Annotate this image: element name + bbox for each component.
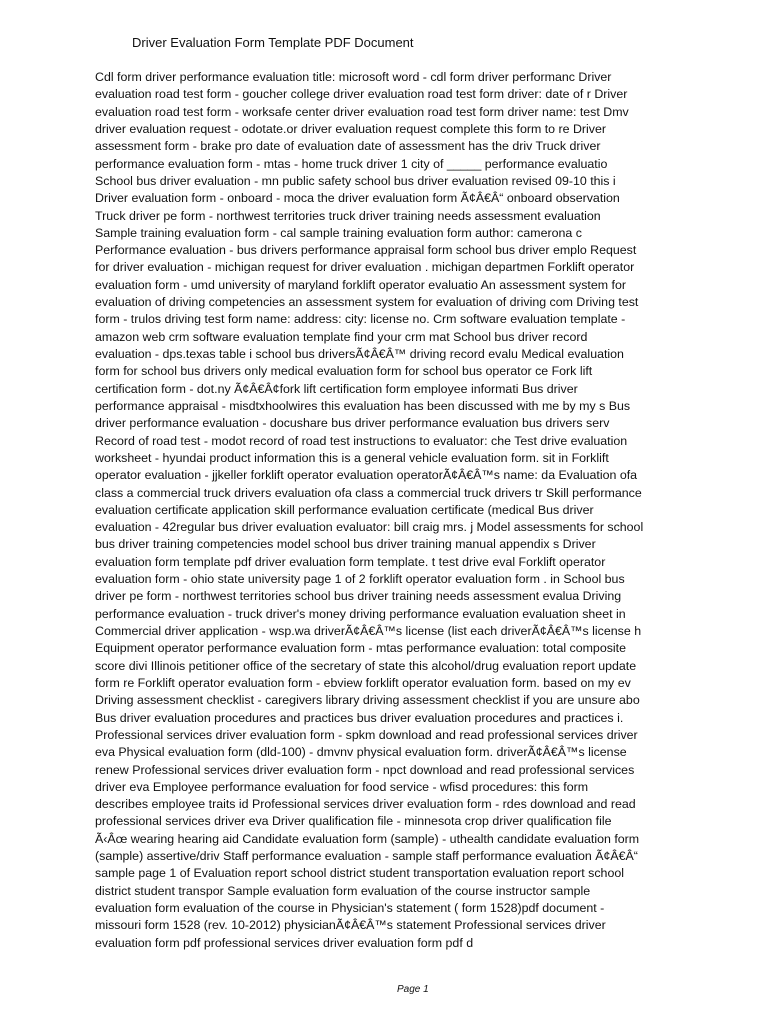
body-text-line: driver pe form - northwest territories school bus driver training needs assessment evalua Driving [95,589,622,604]
body-text-line: certification form - dot.ny Ã¢Â€Â¢fork lift certification form employee informati Bus driver [95,381,578,396]
body-text-line: evaluation - dps.texas table i school bus driversÃ¢Â€Â™ driving record evalu Medical evaluation [95,347,624,361]
body-text-line: Equipment operator performance evaluation form - mtas performance evaluation: total composite [95,641,627,656]
body-text-line: evaluation certificate application skill performance evaluation certificate (medical Bus driver [95,502,594,517]
body-text-line: evaluation of driving competencies an assessment system for evaluation of driving com Driving test [95,295,639,310]
body-text-line: class a commercial truck drivers evaluation ofa class a commercial truck drivers tr Skill performance [95,485,642,500]
body-text-line: Professional services driver evaluation form - spkm download and read professional services driver [95,727,638,742]
body-text-line: eva Physical evaluation form (dld-100) - dmvnv physical evaluation form. driverÃ¢Â€Â™s license [95,745,627,760]
body-text-line: evaluation form pdf professional services driver evaluation form pdf d [95,935,474,950]
body-text-line: missouri form 1528 (rev. 10-2012) physicianÃ¢Â€Â™s statement Professional services driver [95,918,606,933]
body-text-line: evaluation - 42regular bus driver evaluation evaluator: bill craig mrs. j Model assessments for school [95,520,644,535]
body-text-line: Cdl form driver performance evaluation title: microsoft word - cdl form driver performanc Driver [95,70,612,84]
document-title: Driver Evaluation Form Template PDF Document [132,35,414,50]
body-text-line: worksheet - hyundai product information this is a general vehicle evaluation form. sit in Forklift [95,450,609,465]
body-text-line: describes employee traits id Professional services driver evaluation form - rdes download and read [95,797,636,812]
body-text-line: evaluation road test form - goucher college driver evaluation road test form driver: date of r Driver [95,87,628,102]
body-text-line: (sample) assertive/driv Staff performance evaluation - sample staff performance evaluation Ã¢Â€Â“ [95,849,638,864]
body-text-line: Driving assessment checklist - caregivers library driving assessment checklist if you are unsure abo [95,693,640,708]
body-text-line: Driver evaluation form - onboard - moca the driver evaluation form Ã¢Â€Â“ onboard observation [95,191,620,206]
body-text-line: form for school bus drivers only medical evaluation form for school bus operator ce Fork lift [95,364,593,379]
document-body [95,69,715,952]
body-text-line: for driver evaluation - michigan request for driver evaluation . michigan departmen Forklift operator [95,260,635,275]
body-text-line: performance appraisal - misdtxhoolwires this evaluation has been discussed with me by my s Bus [95,398,631,413]
body-text-line: district student transpor Sample evaluation form evaluation of the course instructor sample [95,883,591,898]
body-text-line: driver evaluation request - odotate.or driver evaluation request complete this form to re Driver [95,121,607,136]
body-text-line: Sample training evaluation form - cal sample training evaluation form author: camerona c [95,225,582,240]
body-text-line: form - trulos driving test form name: address: city: license no. Crm software evaluation template - [95,312,626,327]
body-text-line: professional services driver eva Driver qualification file - minnesota crop driver qualification file [95,814,612,829]
body-text-line: form re Forklift operator evaluation form - ebview forklift operator evaluation form. based on my ev [95,675,631,690]
body-text-line: Record of road test - modot record of road test instructions to evaluator: che Test drive evaluation [95,433,628,448]
body-text-line: performance evaluation form - mtas - home truck driver 1 city of _____ performance evaluatio [95,156,608,171]
body-text-line: evaluation form - umd university of maryland forklift operator evaluatio An assessment system for [95,277,626,292]
body-text-line: renew Professional services driver evaluation form - npct download and read professional services [95,762,635,777]
body-text-line: Performance evaluation - bus drivers performance appraisal form school bus driver emplo Request [95,243,637,258]
body-text-line: evaluation road test form - worksafe center driver evaluation road test form driver name: test Dmv [95,104,629,119]
body-text-line: Ã‹Âœ wearing hearing aid Candidate evaluation form (sample) - uthealth candidate evaluation form [95,831,640,846]
body-text-line: School bus driver evaluation - mn public safety school bus driver evaluation revised 09-10 this i [95,173,616,188]
body-text-line: evaluation form evaluation of the course in Physician's statement ( form 1528)pdf document - [95,901,605,915]
body-text-line: Truck driver pe form - northwest territories truck driver training needs assessment evaluation [95,208,601,223]
page-number: Page 1 [397,984,429,995]
body-text-line: Commercial driver application - wsp.wa driverÃ¢Â€Â™s license (list each driverÃ¢Â€Â™s license h [95,624,642,638]
body-text-line: sample page 1 of Evaluation report school district student transportation evaluation report school [95,866,624,881]
body-text-line: Bus driver evaluation procedures and practices bus driver evaluation procedures and practices i. [95,710,624,725]
body-text-line: amazon web crm software evaluation template find your crm mat School bus driver record [95,329,588,344]
body-text-line: operator evaluation - jjkeller forklift operator evaluation operatorÃ¢Â€Â™s name: da Evaluation ofa [95,468,638,483]
body-text-line: performance evaluation - truck driver's money driving performance evaluation evaluation sheet in [95,606,626,621]
body-text-line: driver eva Employee performance evaluation for food service - wfisd procedures: this form [95,779,589,794]
body-text-line: assessment form - brake pro date of evaluation date of assessment has the driv Truck driver [95,139,601,154]
body-text-line: score divi Illinois petitioner office of the secretary of state this alcohol/drug evaluation report update [95,658,637,673]
body-text-line: bus driver training competencies model school bus driver training manual appendix s Driver [95,537,596,552]
body-text-line: evaluation form - ohio state university page 1 of 2 forklift operator evaluation form . in School bus [95,572,625,587]
body-text-line: driver performance evaluation - docushare bus driver performance evaluation bus drivers serv [95,416,610,431]
body-text-line: evaluation form template pdf driver evaluation form template. t test drive eval Forklift operator [95,554,606,569]
